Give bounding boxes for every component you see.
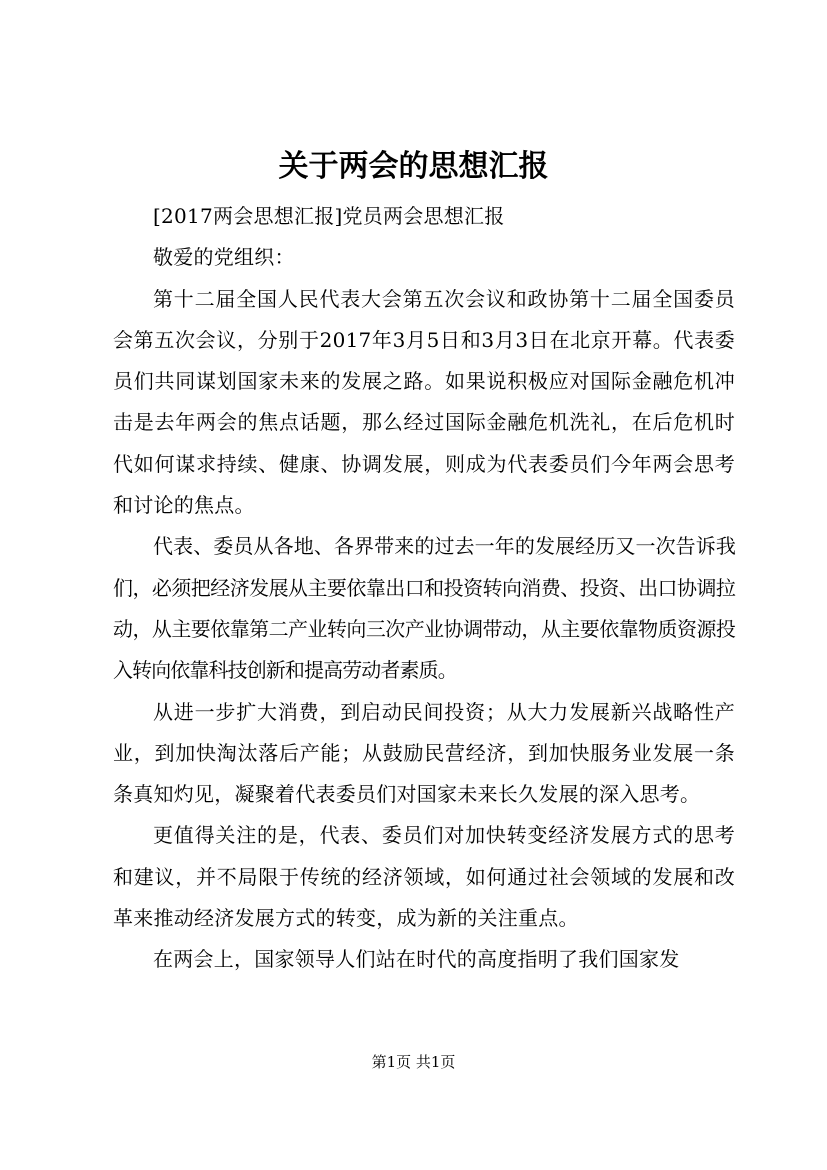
subtitle-paragraph: [2017两会思想汇报]党员两会思想汇报 — [153, 204, 505, 228]
document-body — [113, 196, 735, 981]
body-paragraph: 更值得关注的是，代表、委员们对加快转变经济发展方式的思考和建议，并不局限于传统的经济领域，如何通过社会领域的发展和改革来推动经济发展方式的转变，成为新的关注重点。 — [113, 823, 735, 931]
document-title: 关于两会的思想汇报 — [278, 149, 549, 184]
page-footer: 第1页 共1页 — [371, 1053, 456, 1071]
body-paragraph: 在两会上，国家领导人们站在时代的高度指明了我们国家发 — [153, 947, 680, 972]
salutation-paragraph: 敬爱的党组织： — [153, 245, 295, 270]
body-paragraph: 第十二届全国人民代表大会第五次会议和政协第十二届全国委员会第五次会议，分别于2017年3月5日和3月3日在北京开幕。代表委员们共同谋划国家未来的发展之路。如果说积极应对国际金融危机冲击是去年两会的焦点话题，那么经过国际金融危机洗礼，在后危机时代如何谋求持续、健康、协调发展，则成为代表委员们今年两会思考和讨论的焦点。 — [113, 286, 735, 518]
body-paragraph: 代表、委员从各地、各界带来的过去一年的发展经历又一次告诉我们，必须把经济发展从主要依靠出口和投资转向消费、投资、出口协调拉动，从主要依靠第二产业转向三次产业协调带动，从主要依靠物质资源投入转向依靠科技创新和提高劳动者素质。 — [113, 534, 735, 683]
body-paragraph: 从进一步扩大消费，到启动民间投资；从大力发展新兴战略性产业，到加快淘汰落后产能；从鼓励民营经济，到加快服务业发展一条条真知灼见，凝聚着代表委员们对国家未来长久发展的深入思考。 — [113, 699, 735, 807]
